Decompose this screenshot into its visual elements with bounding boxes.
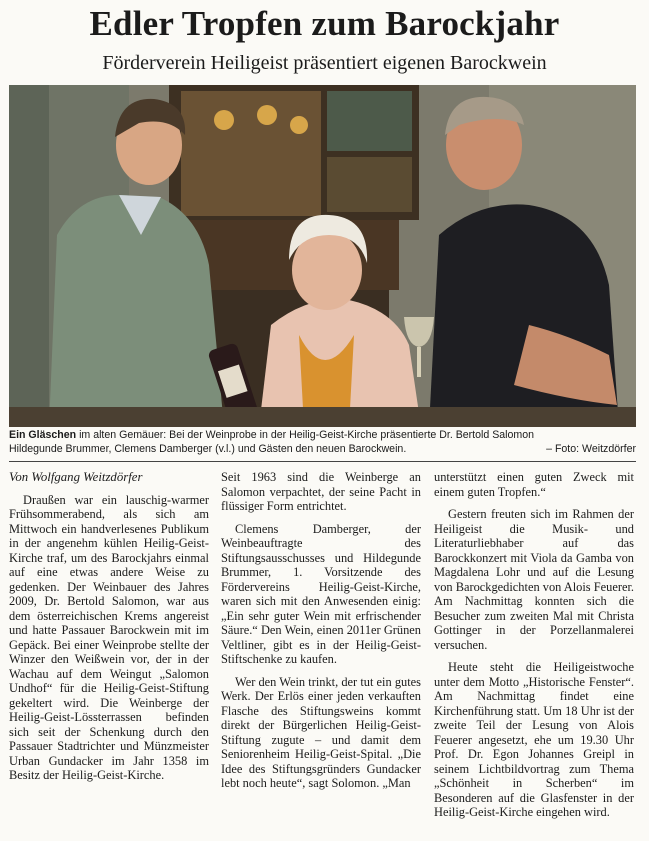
column-1-paragraph: Draußen war ein lauschig-warmer Frühsommerabend, als sich am Mittwoch ein handverlesenes Publikum in der angenehm kühlen Heilig-Geist-Kirche traf, um des Barockjahrs einmal auf eine etwas andere Weise zu gedenken. Der Weinbauer des Jahres 2009, Dr. Bertold Salomon, war aus dem österreichischen Krems angereist und hatte Passauer Barockwein mit im Gepäck. Bei einer Weinprobe stellte der Winzer den Weißwein vor, der in der Wachau auf dem Weingut „Salomon Undhof“ für die Heilig-Geist-Stiftung gekeltert wird. Die Weinberge der Heilig-Geist-Lössterrassen befinden sich seit der Schenkung durch den Passauer Stadtrichter und Münzmeister Urban Gundacker im Jahr 1358 im Besitz der Heilig-Geist-Kirche. — [9, 492, 209, 782]
article-photo — [9, 85, 636, 427]
divider — [9, 461, 636, 462]
photo-caption — [9, 428, 636, 456]
column-3-paragraph: unterstützt einen guten Zweck mit einem guten Tropfen.“ — [434, 470, 634, 499]
column-1 — [9, 470, 209, 783]
caption-text-2: Hildegunde Brummer, Clemens Damberger (v.l.) und Gästen den neuen Barockwein. — [9, 443, 407, 455]
column-3 — [434, 470, 634, 820]
photo-credit: – Foto: Weitzdörfer — [546, 443, 636, 455]
caption-line-2 — [9, 442, 636, 456]
column-2-paragraph: Wer den Wein trinkt, der tut ein gutes Werk. Der Erlös einer jeden verkauften Flasche des Stiftungsweins kommt direkt der Bürgerlichen Heilig-Geist-Stiftung zugute – und damit dem Seniorenheim Heilig-Geist-Spital. „Die Idee des Stiftungsgründers Gundacker lebt noch heute“, sagt Solomon. „Man — [221, 674, 421, 790]
column-2-paragraph: Clemens Damberger, der Weinbeauftragte des Stiftungsausschusses und Hildegunde Brummer, 1. Vorsitzende des Fördervereins Heilig-Geist-Kirche, waren sich mit den Anwesenden einig: „Ein sehr guter Wein mit erfrischender Säure.“ Den Wein, einen 2011er Grünen Veltliner, gibt es in der Heilig-Geist-Stiftschenke zu kaufen. — [221, 521, 421, 666]
column-2 — [221, 470, 421, 791]
column-3-paragraph: Heute steht die Heiligeistwoche unter dem Motto „Historische Fenster“. Am Nachmittag findet eine Kirchenführung statt. Um 18 Uhr ist der zweite Teil der Lesung von Alois Feuerer angesetzt, ehe um 19.30 Uhr Prof. Dr. Egon Johannes Greipl in seinem Lichtbildvortrag zum Thema „Schönheit in Scherben“ im Besonderen auf die Glasfenster in der Heilig-Geist-Kirche eingehen wird. — [434, 660, 634, 819]
caption-line-1 — [9, 428, 636, 442]
subheadline: Förderverein Heiligeist präsentiert eigenen Barockwein — [102, 52, 547, 74]
caption-text-1: im alten Gemäuer: Bei der Weinprobe in der Heilig-Geist-Kirche präsentierte Dr. Bertold Salomon — [76, 429, 535, 441]
headline: Edler Tropfen zum Barockjahr — [89, 4, 560, 43]
caption-lead: Ein Gläschen — [9, 429, 77, 441]
byline: Von Wolfgang Weitzdörfer — [9, 470, 143, 484]
column-3-paragraph: Gestern freuten sich im Rahmen der Heiligeist die Musik- und Literaturliebhaber auf das Barockkonzert mit Viola da Gamba von Magdalena Lohr und auf die Lesung von Barockgedichten von Alois Feuerer. Am Nachmittag konnten sich die Besucher zum zweiten Mal mit Christa Gottinger in der Porzellanmalerei versuchen. — [434, 507, 634, 652]
column-2-paragraph: Seit 1963 sind die Weinberge an Salomon verpachtet, der seine Pacht in flüssiger Form entrichtet. — [221, 470, 421, 513]
